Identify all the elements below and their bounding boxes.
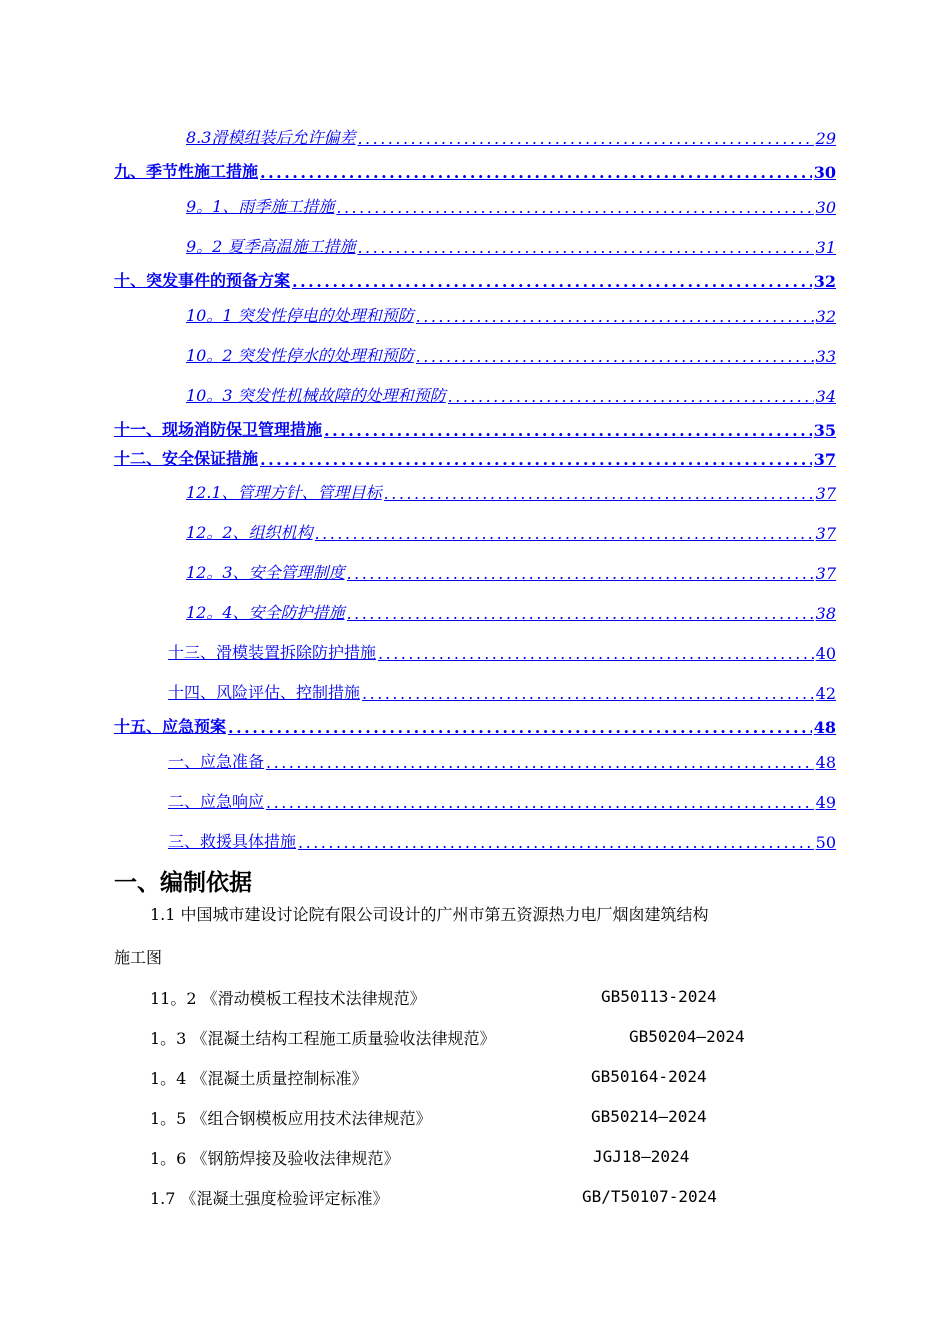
toc-entry[interactable] (186, 559, 836, 583)
toc-leader (292, 272, 812, 291)
toc-entry-page: 37 (813, 450, 836, 469)
toc-entry[interactable] (186, 193, 836, 217)
toc-leader (416, 347, 814, 366)
reference-code: JGJ18—2024 (593, 1147, 690, 1166)
toc-entry[interactable] (168, 679, 836, 703)
toc-entry[interactable] (186, 302, 836, 326)
toc-entry-page: 40 (815, 644, 836, 663)
toc-entry[interactable] (186, 519, 836, 543)
toc-entry[interactable] (114, 713, 836, 737)
toc-entry-page: 31 (815, 238, 836, 257)
toc-entry-label: 12。4、安全防护措施 (186, 603, 345, 622)
reference-code: GB50204—2024 (629, 1027, 745, 1046)
toc-entry[interactable] (186, 479, 836, 503)
toc-entry-label: 8.3滑模组装后允许偏差 (186, 128, 356, 147)
reference-code: GB50214—2024 (591, 1107, 707, 1126)
reference-name: 1。6 《钢筋焊接及验收法律规范》 (150, 1149, 400, 1168)
toc-entry-page: 33 (815, 347, 836, 366)
toc-leader (315, 524, 814, 543)
toc-entry[interactable] (114, 416, 836, 440)
toc-entry-label: 十、突发事件的预备方案 (114, 271, 291, 290)
toc-leader (347, 604, 814, 623)
toc-entry-label: 十二、安全保证措施 (114, 449, 259, 468)
toc-entry[interactable] (168, 639, 836, 663)
toc-entry[interactable] (168, 748, 836, 772)
toc-entry-label: 十五、应急预案 (114, 717, 227, 736)
reference-name: 1。4 《混凝土质量控制标准》 (150, 1069, 368, 1088)
toc-entry-label: 10。1 突发性停电的处理和预防 (186, 306, 414, 325)
toc-leader (384, 484, 814, 503)
toc-entry-page: 49 (815, 793, 836, 812)
toc-entry-page: 29 (815, 129, 836, 148)
toc-entry-label: 10。3 突发性机械故障的处理和预防 (186, 386, 446, 405)
toc-entry-page: 30 (815, 198, 836, 217)
toc-entry-page: 37 (815, 564, 836, 583)
toc-entry-page: 32 (815, 307, 836, 326)
toc-leader (336, 198, 813, 217)
toc-entry-label: 二、应急响应 (168, 792, 265, 811)
toc-entry-label: 10。2 突发性停水的处理和预防 (186, 346, 414, 365)
toc-entry-label: 九、季节性施工措施 (114, 162, 259, 181)
reference-code: GB50164-2024 (591, 1067, 707, 1086)
toc-leader (260, 450, 812, 469)
toc-leader (266, 753, 814, 772)
toc-entry[interactable] (186, 233, 836, 257)
toc-entry[interactable] (114, 445, 836, 469)
toc-entry-label: 12。2、组织机构 (186, 523, 313, 542)
toc-entry[interactable] (186, 124, 836, 148)
toc-entry-page: 48 (813, 718, 836, 737)
intro-line-1: 1.1 中国城市建设讨论院有限公司设计的广州市第五资源热力电厂烟囱建筑结构 (150, 905, 709, 924)
toc-entry-label: 十一、现场消防保卫管理措施 (114, 420, 323, 439)
toc-entry-page: 32 (813, 272, 836, 291)
toc-entry[interactable] (186, 599, 836, 623)
reference-name: 11。2 《滑动模板工程技术法律规范》 (150, 989, 426, 1008)
reference-code: GB50113-2024 (601, 987, 717, 1006)
toc-leader (448, 387, 814, 406)
toc-leader (362, 684, 814, 703)
toc-leader (266, 793, 814, 812)
toc-entry-label: 十四、风险评估、控制措施 (168, 683, 361, 702)
toc-entry-label: 12。3、安全管理制度 (186, 563, 345, 582)
toc-entry-label: 三、救援具体措施 (168, 832, 297, 851)
toc-leader (378, 644, 814, 663)
toc-entry-label: 9。2 夏季高温施工措施 (186, 237, 356, 256)
toc-leader (260, 163, 812, 182)
toc-entry-page: 38 (815, 604, 836, 623)
toc-entry[interactable] (114, 158, 836, 182)
toc-entry-page: 42 (815, 684, 836, 703)
toc-entry[interactable] (186, 382, 836, 406)
toc-leader (324, 421, 812, 440)
toc-entry-label: 十三、滑模装置拆除防护措施 (168, 643, 377, 662)
toc-leader (298, 833, 814, 852)
toc-entry-page: 37 (815, 484, 836, 503)
toc-entry-page: 48 (815, 753, 836, 772)
section-title: 一、编制依据 (114, 870, 252, 896)
toc-entry-label: 12.1、管理方针、管理目标 (186, 483, 382, 502)
toc-leader (347, 564, 814, 583)
toc-entry-page: 35 (813, 421, 836, 440)
reference-name: 1。5 《组合钢模板应用技术法律规范》 (150, 1109, 432, 1128)
toc-entry[interactable] (114, 267, 836, 291)
intro-line-2: 施工图 (114, 948, 163, 967)
reference-name: 1。3 《混凝土结构工程施工质量验收法律规范》 (150, 1029, 496, 1048)
toc-entry[interactable] (168, 828, 836, 852)
toc-entry-page: 30 (813, 163, 836, 182)
reference-code: GB/T50107-2024 (582, 1187, 717, 1206)
toc-entry-page: 34 (815, 387, 836, 406)
toc-entry-label: 一、应急准备 (168, 752, 265, 771)
toc-leader (416, 307, 814, 326)
toc-leader (357, 238, 813, 257)
reference-name: 1.7 《混凝土强度检验评定标准》 (150, 1189, 389, 1208)
toc-leader (357, 129, 813, 148)
toc-entry-page: 37 (815, 524, 836, 543)
toc-entry[interactable] (168, 788, 836, 812)
toc-leader (228, 718, 812, 737)
toc-entry-label: 9。1、雨季施工措施 (186, 197, 335, 216)
toc-entry[interactable] (186, 342, 836, 366)
toc-entry-page: 50 (815, 833, 836, 852)
